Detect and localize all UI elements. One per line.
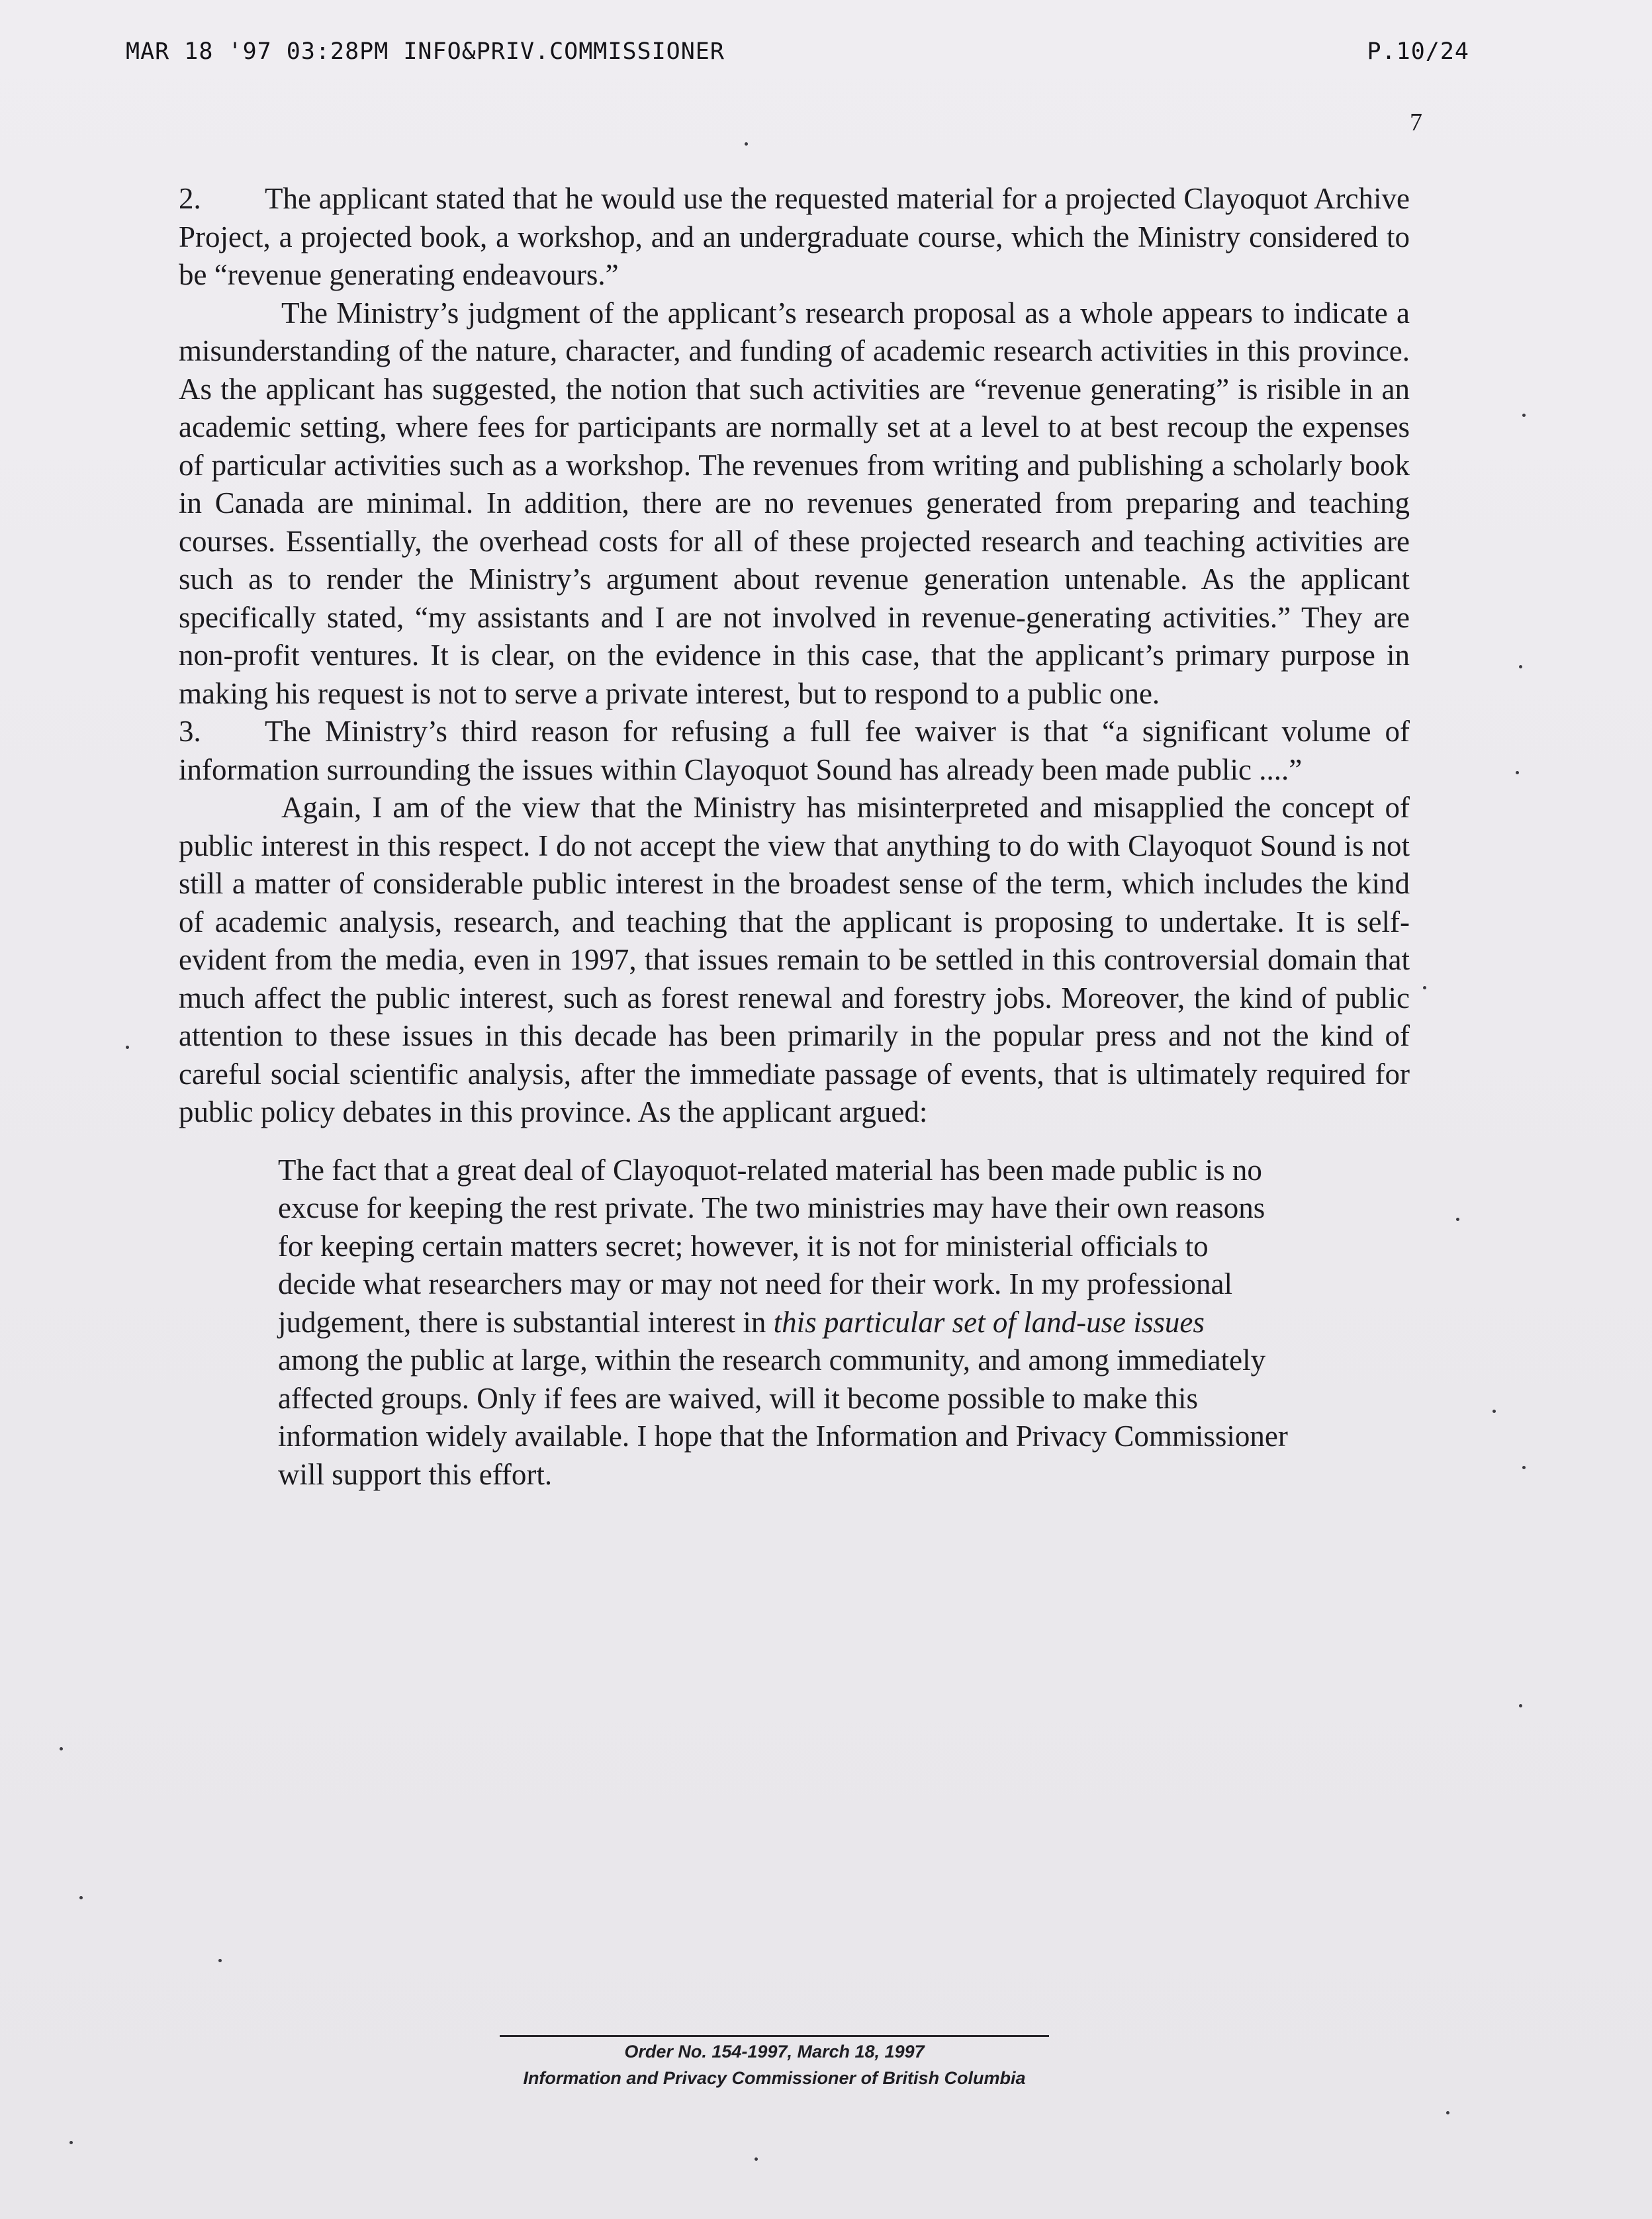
scan-speck xyxy=(126,1046,129,1049)
paragraph-text: The applicant stated that he would use the requested material for a projected Clayoquot Archive Project, a projected book, a workshop, and an undergraduate course, which the Ministry considered to be “revenue generating endeavours.” xyxy=(179,182,1410,291)
paragraph-text: The Ministry’s third reason for refusing a full fee waiver is that “a significant volume of information surrounding the issues within Clayoquot Sound has already been made public ....” xyxy=(179,715,1410,786)
scan-speck xyxy=(1519,1704,1522,1707)
scan-speck xyxy=(79,1896,83,1899)
fax-header-timestamp: MAR 18 '97 03:28PM INFO&PRIV.COMMISSIONER xyxy=(126,38,725,65)
paragraph-number: 2. xyxy=(179,182,201,215)
footer-office-name: Information and Privacy Commissioner of British Columbia xyxy=(523,2068,1026,2088)
scan-speck xyxy=(1522,1466,1526,1469)
scan-speck xyxy=(1492,1410,1496,1413)
quote-text-end: among the public at large, within the research community, and among immediately affected groups. Only if fees are waived, will it become possible to make this information widely available. I hope that the Information and Privacy Commissioner will support this effort. xyxy=(278,1343,1288,1491)
paragraph-public-interest: Again, I am of the view that the Ministry has misinterpreted and misapplied the concept of public interest in this respect. I do not accept the view that anything to do with Clayoquot Sound is not still a matter of considerable public interest in the broadest sense of the term, which includes the kind of academic analysis, research, and teaching that the applicant is proposing to undertake. It is self-evident from the media, even in 1997, that issues remain to be settled in this controversial domain that much affect the public interest, such as forest renewal and forestry jobs. Moreover, the kind of public attention to these issues in this decade has been primarily in the popular press and not the kind of careful social scientific analysis, after the immediate passage of events, that is ultimately required for public policy debates in this province. As the applicant argued: xyxy=(179,791,1410,1128)
page-number: 7 xyxy=(1410,109,1422,136)
scan-speck xyxy=(1522,414,1526,417)
footer-order-number: Order No. 154-1997, March 18, 1997 xyxy=(624,2042,925,2061)
scan-speck xyxy=(218,1959,222,1962)
scan-speck xyxy=(745,142,748,146)
quote-text-start: The fact that a great deal of Clayoquot-related material has been made public is no excuse for keeping the rest private. The two ministries may have their own reasons for keeping certain matters secret; however, it is not for ministerial officials to decide what researchers may or may not need for their work. In my professional judgement, there is substantial interest in xyxy=(278,1153,1265,1339)
quote-emphasis: this particular set of land-use issues xyxy=(773,1305,1205,1339)
paragraph-revenue-analysis: The Ministry’s judgment of the applicant’s research proposal as a whole appears to indicate a misunderstanding of the nature, character, and funding of academic research activities in this province. As the applicant has suggested, the notion that such activities are “revenue generating” is risible in an academic setting, where fees for participants are normally set at a level to at best recoup the expenses of particular activities such as a workshop. The revenues from writing and publishing a scholarly book in Canada are minimal. In addition, there are no revenues generated from preparing and teaching courses. Essentially, the overhead costs for all of these projected research and teaching activities are such as to render the Ministry’s argument about revenue generation untenable. As the applicant specifically stated, “my assistants and I are not involved in revenue-generating activities.” They are non-profit ventures. It is clear, on the evidence in this case, that the applicant’s primary purpose in making his request is not to serve a private interest, but to respond to a public one. xyxy=(179,296,1410,710)
scan-speck xyxy=(1519,665,1522,668)
scan-speck xyxy=(755,2157,758,2161)
scan-speck xyxy=(69,2141,73,2144)
scan-speck xyxy=(1423,986,1426,989)
fax-header-page: P.10/24 xyxy=(1367,38,1469,65)
scan-speck xyxy=(1516,771,1519,774)
footer-rule xyxy=(500,2035,1049,2037)
footer xyxy=(463,2038,1085,2091)
body-text xyxy=(179,180,1410,1494)
paragraph-number: 3. xyxy=(179,715,201,748)
fax-header xyxy=(126,38,1469,71)
scan-speck xyxy=(1456,1218,1459,1221)
paragraph-3 xyxy=(179,713,1410,789)
paragraph-2 xyxy=(179,180,1410,294)
scan-speck xyxy=(1446,2111,1449,2114)
applicant-quote xyxy=(278,1152,1291,1494)
scan-speck xyxy=(60,1747,63,1750)
